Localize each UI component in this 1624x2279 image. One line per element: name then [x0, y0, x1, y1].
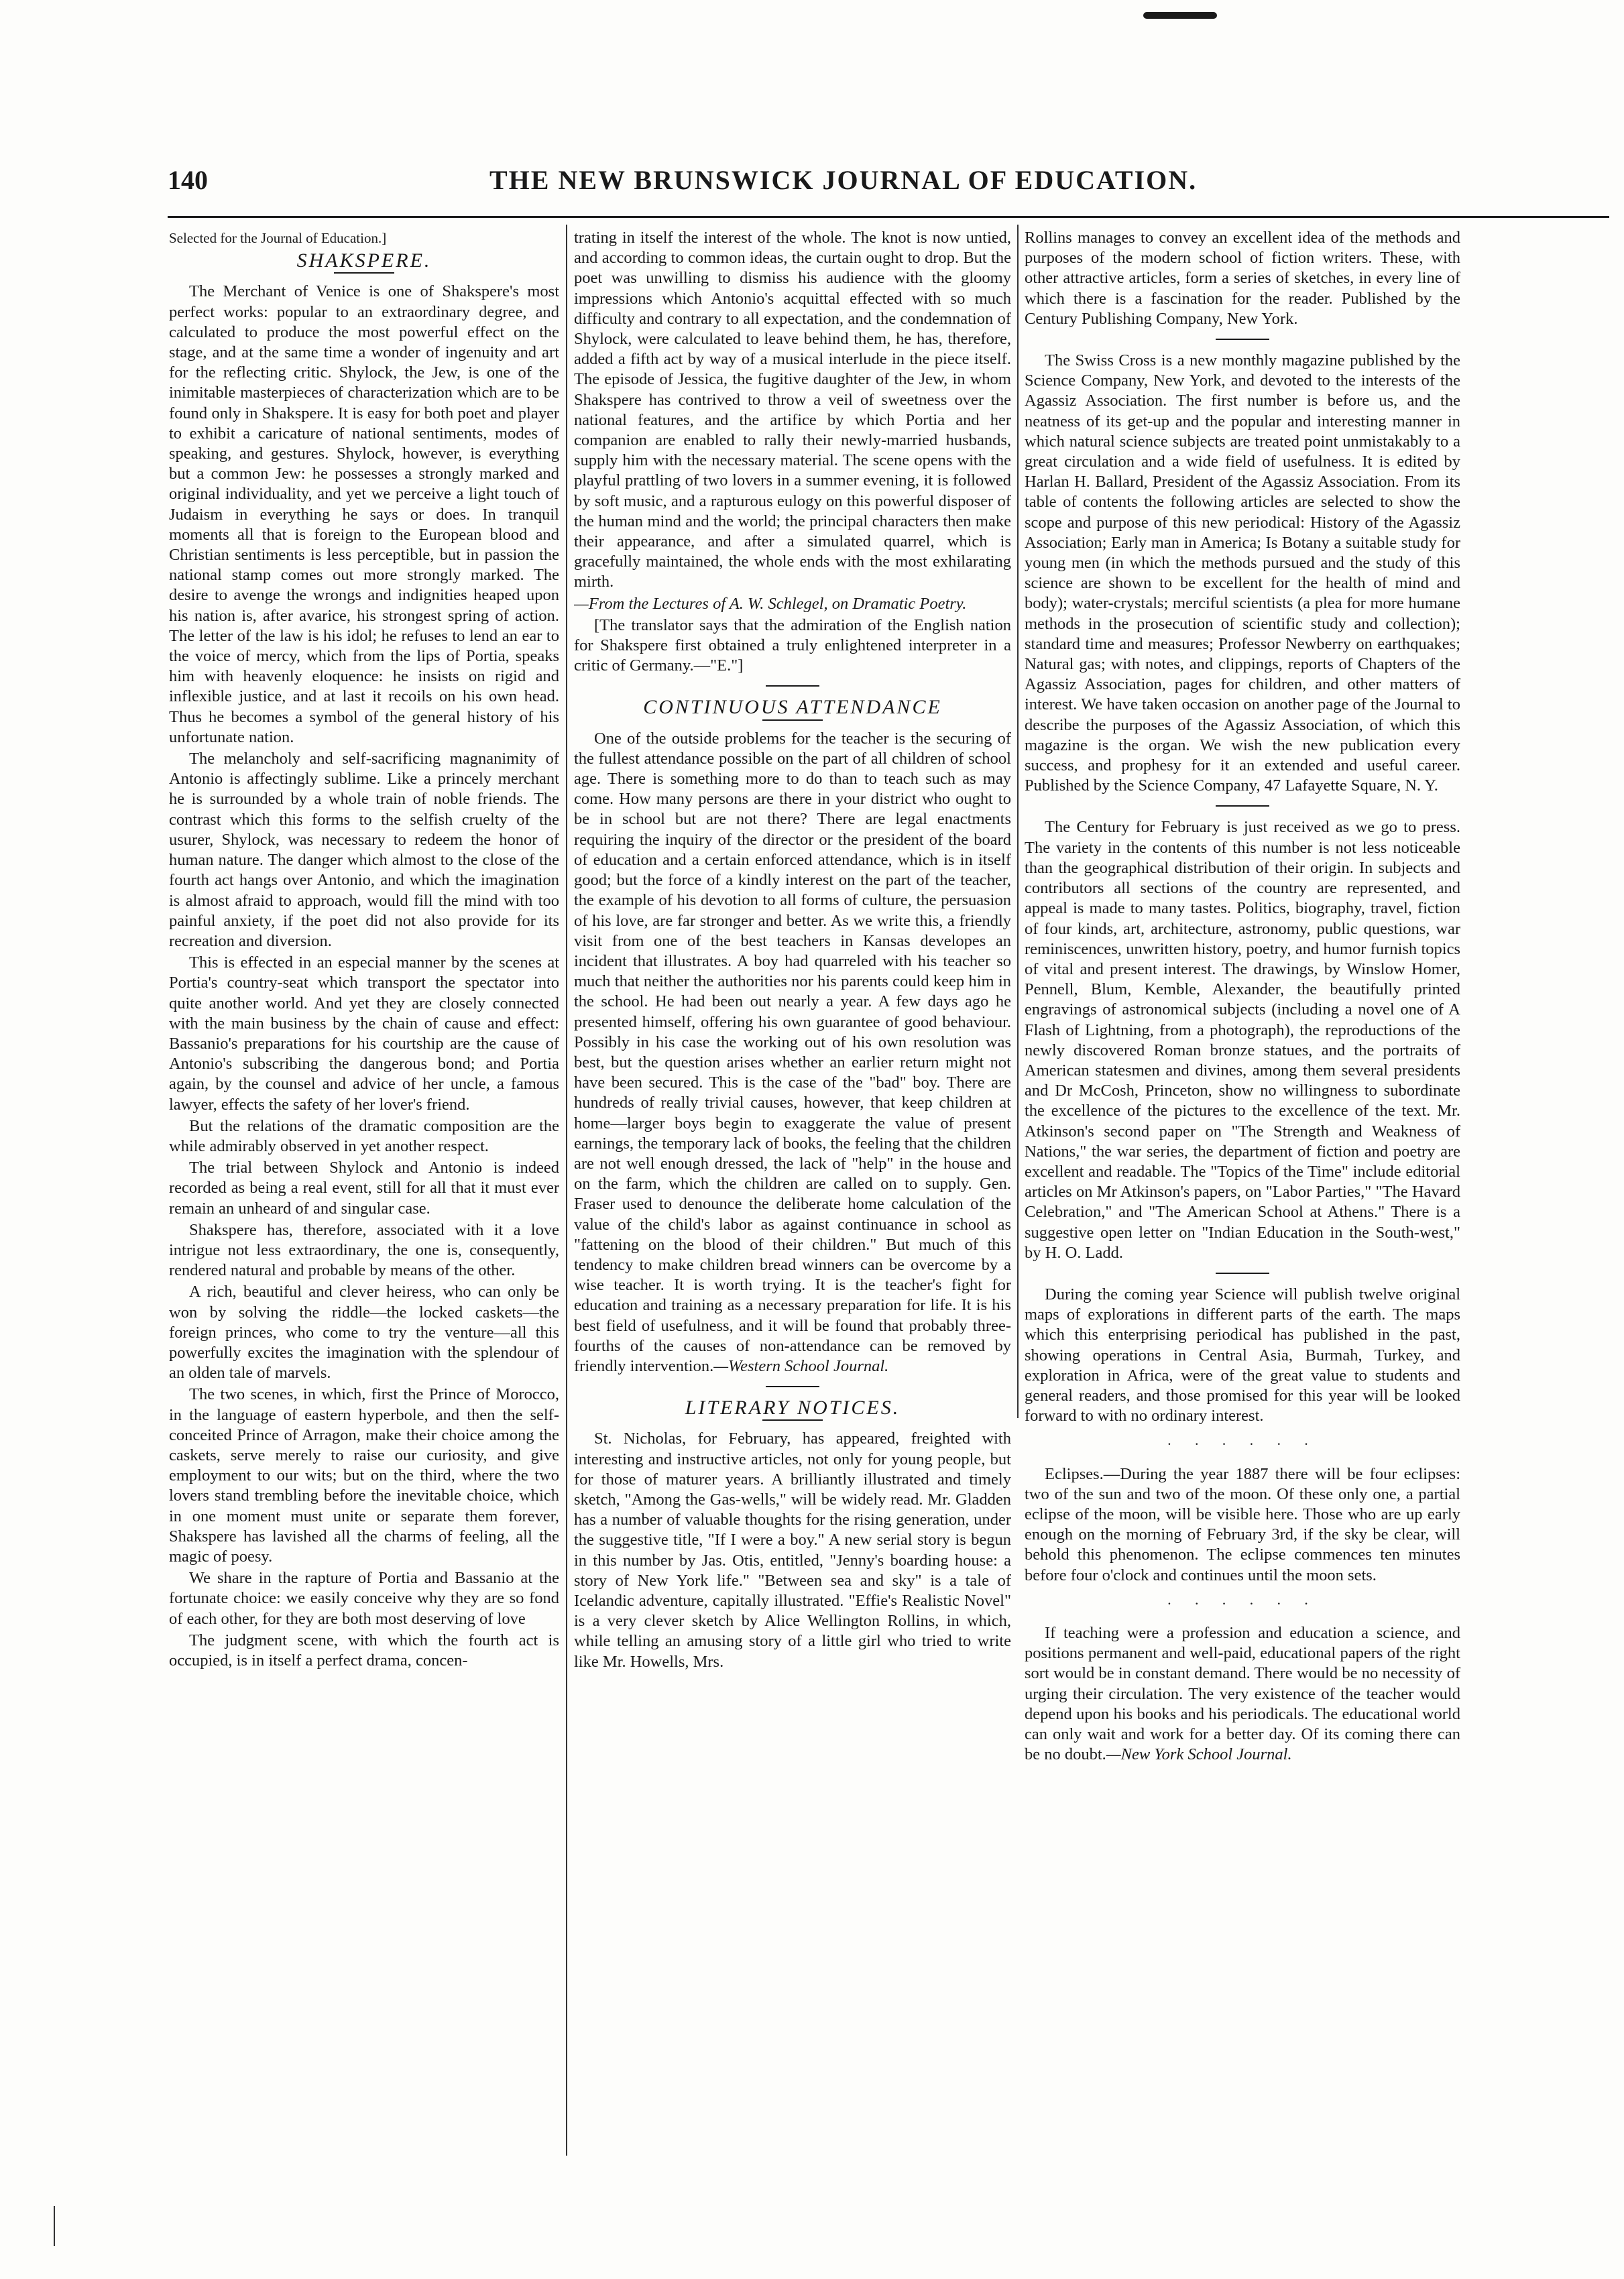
section-rule	[1216, 1273, 1269, 1274]
title-rule	[762, 719, 823, 721]
section-rule	[766, 685, 819, 687]
margin-mark	[54, 2206, 55, 2246]
teaching-body: If teaching were a profession and education a science, and positions permanent and well-paid, educational papers of the right sort would be in constant demand. There would be no necessity of urging their circulation. The very existence of the teacher would depend upon his books and his periodicals. The educational world can only wait and work for a better day. Of its coming there can be no doubt.	[1025, 1624, 1460, 1764]
paragraph: The Merchant of Venice is one of Shakspere's most perfect works: popular to an extraordinary degree, and calculated to produce the most powerful effect on the stage, and at the same time a wonder of ingenuity and art for the reflecting critic. Shylock, the Jew, is one of the inimitable masterpieces of characterization which are to be found only in Shakspere. It is easy for both poet and player to exhibit a caricature of national sentiments, modes of speaking, and gestures. Shylock, however, is everything but a common Jew: he possesses a strongly marked and original individuality, and yet we perceive a light touch of Judaism in everything he says or does. In tranquil moments all that is foreign to the European blood and Christian sentiments is less perceptible, but in passion the national stamp comes out more strongly marked. The desire to avenge the wrongs and indignities heaped upon his nation is, after avarice, his strongest spring of action. The letter of the law is his idol; he refuses to lend an ear to the voice of mercy, which from the lips of Portia, speaks him with heavenly eloquence: he insists on rigid and inflexible justice, and at last it recoils on his own head. Thus he becomes a symbol of the general history of his unfortunate nation.	[169, 282, 559, 746]
header-rule	[168, 216, 1609, 218]
paragraph	[574, 729, 1011, 1377]
article-title-attendance: CONTINUOUS ATTENDANCE	[643, 696, 942, 719]
page-header	[168, 164, 1609, 204]
paragraph	[1025, 1623, 1460, 1765]
title-rule	[762, 1419, 823, 1421]
column-1	[169, 228, 559, 2159]
ink-mark	[1143, 12, 1217, 19]
paragraph: St. Nicholas, for February, has appeared, freighted with interesting and instructive articles, not only for young people, but for those of maturer years. A brilliantly illustrated and timely sketch, "Among the Gas-wells," will be widely read. Mr. Gladden has a number of valuable thoughts for the rising generation, under the suggestive title, "If I were a boy." A new serial story is begun in this number by Jas. Otis, entitled, "Jenny's boarding house: a story of New York life." "Between sea and sky" is a tale of Icelandic adventure, capitally illustrated. "Effie's Realistic Novel" is a very clever sketch by Alice Wellington Rollins, in which, while telling an amusing story of a little girl who tried to write like Mr. Howells, Mrs.	[574, 1429, 1011, 1671]
page-number: 140	[168, 165, 208, 195]
paragraph: We share in the rapture of Portia and Bassanio at the fortunate choice: we easily conceive why they are so fond of each other, for they are both most deserving of love	[169, 1569, 559, 1628]
attendance-body: One of the outside problems for the teacher is the securing of the fullest attendance possible on the part of all children of school age. There is something more to do than to teach such as may come. How many persons are there in your district who ought to be in school but are not there? There are legal enactments requiring the inquiry of the director or the president of the board of education and a certain enforced attendance, which is in itself good; but the force of a kindly interest on the part of the teacher, the example of his devotion to all forms of culture, the persuasion of his love, are far stronger and better. As we write this, a friendly visit from one of the best teachers in Kansas developes an incident that illustrates. A boy had quarreled with his teacher so much that neither the authorities nor his parents could keep him in the school. He had been out nearly a year. A few days ago he presented himself, offering his own guarantee of good behaviour. Possibly in his case the working out of his own resolution was best, but the question arises whether an earlier return might not have been secured. This is the case of the "bad" boy. There are hundreds of really trivial causes, however, that keep children at home—larger boys begin to exaggerate the value of present earnings, the temporary lack of books, the feeling that the children are not well enough dressed, the lack of "help" in the house and on the farm, which the children are called on to supply. Gen. Fraser used to denounce the deliberate home calculation of the value of the child's labor as against continuance in school as "fattening on the blood of their children." But much of this tendency to make children bread winners can be overcome by a wise teacher. It is worth trying. It is the teacher's fight for education and training as a necessary preparation for life. It is his best field of usefulness, and it will be found that probably three-fourths of the causes of non-attendance can be removed by friendly intervention.	[574, 729, 1011, 1375]
paragraph: trating in itself the interest of the whole. The knot is now untied, and according to common ideas, the curtain ought to drop. But the poet was unwilling to dismiss his audience with the gloomy impressions which Antonio's acquittal effected with so much difficulty and contrary to all expectation, and the condemnation of Shylock, were calculated to leave behind them, he has, therefore, added a fifth act by way of a musical interlude in the piece itself. The episode of Jessica, the fugitive daughter of the Jew, in whom Shakspere has contrived to throw a veil of sweetness over the national features, and the artifice by which Portia and her companion are enabled to rally their newly-married husbands, supply him with the necessary material. The scene opens with the playful prattling of two lovers in a summer evening, it is followed by soft music, and a rapturous eulogy on this powerful disposer of the human mind and the world; the principal characters then make their appearance, and after a simulated quarrel, which is gracefully maintained, the whole ends with the most exhilarating mirth.	[574, 229, 1011, 591]
column-2	[574, 228, 1011, 2159]
paragraph: The Century for February is just received as we go to press. The variety in the contents of this number is not less noticeable than the geographical distribution of their origin. In subjects and contributors all sections of the country are represented, and appeal is made to many tastes. Politics, biography, travel, fiction of four kinds, art, architecture, astronomy, public questions, war reminiscences, unwritten history, poetry, and humor furnish topics of vital and present interest. The drawings, by Winslow Homer, Pennell, Blum, Kemble, Alexander, the beautifully printed engravings of astronomical subjects (including a novel one of A Flash of Lightning, from a photograph), the reproductions of the newly discovered Roman bronze statues, and the portraits of American statesmen and divines, among them several presidents and Dr McCosh, Princeton, show no willingness to subordinate the excellence of the pictures to the excellence of the text. Mr. Atkinson's second paper on "The Strength and Weakness of Nations," the war series, the department of fiction and poetry are excellent and readable. The "Topics of the Time" include editorial articles on Mr Atkinson's papers, on "Labor Parties," "The Havard Celebration," and "The American School at Athens." There is a suggestive open letter on "Indian Education in the South-west," by H. O. Ladd.	[1025, 818, 1460, 1262]
paragraph: The two scenes, in which, first the Prince of Morocco, in the language of eastern hyperbole, and then the self-conceited Prince of Arragon, make their choice among the caskets, serve merely to raise our curiosity, and give employment to our wits; but on the third, where the two lovers stand trembling before the inevitable choice, which in one moment must unite or separate them forever, Shakspere has lavished all the charms of feeling, all the magic of poesy.	[169, 1385, 559, 1566]
section-rule	[1216, 805, 1269, 807]
column-rule	[1017, 225, 1019, 1418]
citation: —From the Lectures of A. W. Schlegel, on Dramatic Poetry.	[574, 594, 967, 613]
paragraph: But the relations of the dramatic composition are the while admirably observed in yet another respect.	[169, 1116, 559, 1155]
paragraph: Rollins manages to convey an excellent idea of the methods and purposes of the modern school of fiction writers. These, with other attractive articles, form a series of sketches, in every line of which there is a fascination for the reader. Published by the Century Publishing Company, New York.	[1025, 229, 1460, 328]
section-rule	[766, 1386, 819, 1387]
paragraph: Shakspere has, therefore, associated with it a love intrigue not less extraordinary, the one is, consequently, rendered natural and probable by means of the other.	[169, 1220, 559, 1280]
paragraph: The Swiss Cross is a new monthly magazine published by the Science Company, New York, and devoted to the interests of the Agassiz Association. The first number is before us, and the neatness of its get-up and the popular and interesting manner in which natural science subjects are treated point unmistakably to a great circulation and a wide field of usefulness. It is edited by Harlan H. Ballard, President of the Agassiz Association. From its table of contents the following articles are selected to show the scope and purpose of this new periodical: History of the Agassiz Association; Early man in America; Is Botany a suitable study for young men (in which the methods pursued and the study of this science are shown to be excellent for the health of mind and body); water-crystals; merciful scientists (a plea for more humane methods in the prosecution of scientific study and collection); standard time and measures; Professor Newberry on earthquakes; Natural gas; with notes, and clippings, reports of Chapters of the Agassiz Association, pages for children, and other matters of interest. We have taken occasion on another page of the Journal to describe the purposes of the Agassiz Association, of which this magazine is the organ. We wish the new publication every success, and prophesy for it an extended and useful career. Published by the Science Company, 47 Lafayette Square, N. Y.	[1025, 351, 1460, 795]
paragraph: A rich, beautiful and clever heiress, who can only be won by solving the riddle—the locked caskets—the foreign princes, who come to try the venture—all this powerfully excites the imagination with the splendour of an olden tale of marvels.	[169, 1283, 559, 1383]
paragraph: The trial between Shylock and Antonio is indeed recorded as being a real event, still for all that it must ever remain an unheard of and singular case.	[169, 1159, 559, 1218]
title-rule	[334, 272, 394, 274]
paragraph: Eclipses.—During the year 1887 there will be four eclipses: two of the sun and two of the moon. Of these only one, a partial eclipse of the moon, will be visible here. Those who are up early enough on the morning of February 3rd, if the sky be clear, will behold this phenomenon. The eclipse commences ten minutes before four o'clock and continues until the moon sets.	[1025, 1464, 1460, 1584]
citation: —Western School Journal.	[713, 1356, 889, 1375]
section-rule	[1216, 339, 1269, 340]
paragraph: During the coming year Science will publish twelve original maps of explorations in different parts of the earth. The maps which this enterprising periodical has published in the past, showing operations in Central Asia, Burmah, Turkey, and exploration in Africa, were of the great value to students and general readers, and those promised for this year will be looked forward to with no ordinary interest.	[1025, 1285, 1460, 1425]
column-rule	[566, 225, 567, 2156]
article-title-literary: LITERARY NOTICES.	[685, 1397, 901, 1419]
translator-note: [The translator says that the admiration of the English nation for Shakspere first obtained a truly enlightened interpreter in a critic of Germany.—"E."]	[574, 616, 1011, 675]
paragraph: The judgment scene, with which the fourth act is occupied, is in itself a perfect drama, concen-	[169, 1631, 559, 1670]
dotted-rule: · · · · · ·	[1167, 1594, 1318, 1612]
article-title-shakspere: SHAKSPERE.	[296, 249, 432, 272]
journal-title: THE NEW BRUNSWICK JOURNAL OF EDUCATION.	[489, 165, 1198, 195]
paragraph: The melancholy and self-sacrificing magnanimity of Antonio is affectingly sublime. Like a princely merchant he is surrounded by a whole train of noble friends. The contrast which this forms to the selfish cruelty of the usurer, Shylock, was necessary to redeem the honor of human nature. The danger which almost to the close of the fourth act hangs over Antonio, and which the imagination is almost afraid to approach, would fill the mind with too painful anxiety, if the poet did not also provide for its recreation and diversion.	[169, 750, 559, 950]
article-credit: Selected for the Journal of Education.]	[169, 230, 387, 246]
dotted-rule: · · · · · ·	[1167, 1436, 1318, 1453]
column-3	[1025, 228, 1460, 2159]
paragraph: This is effected in an especial manner by the scenes at Portia's country-seat which transport the spectator into quite another world. And yet they are closely connected with the main business by the chain of cause and effect: Bassanio's preparations for his courtship are the cause of Antonio's subscribing the dangerous bond; and Portia again, by the counsel and advice of her uncle, a famous lawyer, effects the safety of her lover's friend.	[169, 953, 559, 1114]
citation: —New York School Journal.	[1106, 1745, 1292, 1764]
